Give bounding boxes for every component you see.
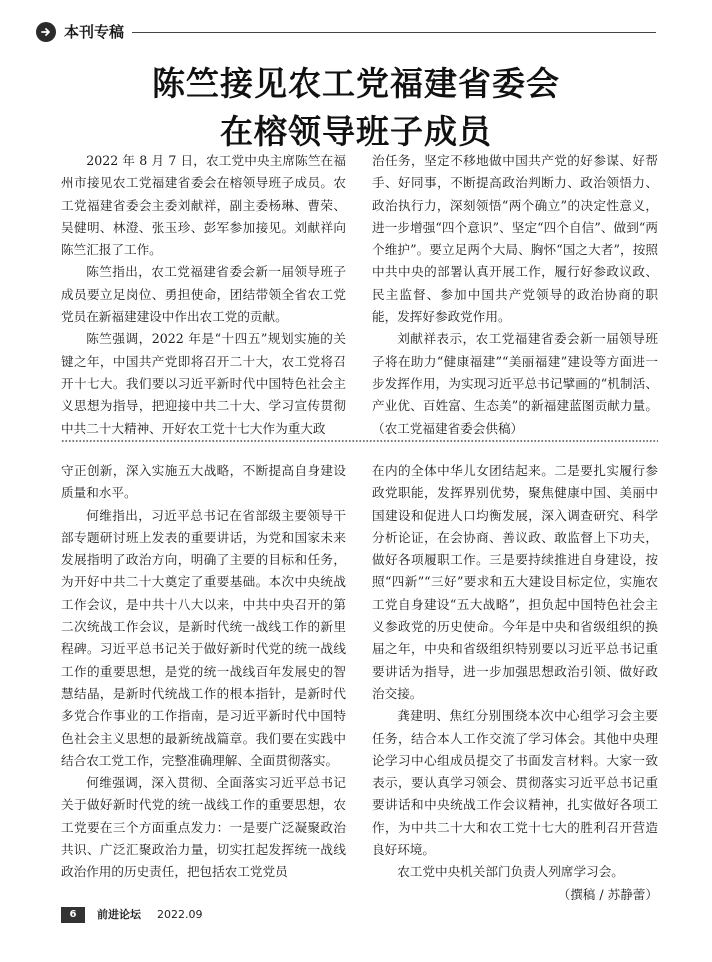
header-rule: [132, 32, 656, 33]
paragraph: 龚建明、焦红分别围绕本次中心组学习会主要任务，结合本人工作交流了学习体会。其他中央理论学习中心组成员提交了书面发言材料。大家一致表示，要认真学习领会、贯彻落实习近平总书记重要讲话和中央统战工作会议精神，扎实做好各项工作，为中共二十大和农工党十七大的胜利召开营造良好环境。: [372, 708, 658, 858]
paragraph: 何维指出，习近平总书记在省部级主要领导干部专题研讨班上发表的重要讲话，为党和国家未来发展指明了政治方向，明确了主要的目标和任务，为开好中共二十大奠定了重要基础。本次中央统战工作会议，是中共十八大以来，中共中央召开的第二次统战工作会议，是新时代统一战线工作的新里程碑。习近平总书记关于做好新时代党的统一战线工作的重要思想，是党的统一战线百年发展史的智慧结晶，是新时代统战工作的根本指针，是新时代多党合作事业的工作指南，是习近平新时代中国特色社会主义思想的最新统战篇章。我们要在实践中结合农工党工作，完整准确理解、全面贯彻落实。: [61, 507, 346, 768]
issue-date: 2022.09: [157, 908, 203, 921]
paragraph: 刘献祥表示，农工党福建省委会新一届领导班子将在助力“健康福建”“美丽福建”建设等方面进一步发挥作用，为实现习近平总书记擘画的“机制活、产业优、百姓富、生态美”的新福建蓝图贡献力量。（农工党福建省委会供稿）: [372, 331, 658, 436]
arrow-right-circle-icon: [36, 22, 56, 42]
article-title-line-2: 在榕领导班子成员: [220, 112, 492, 151]
article1-column-left: [61, 150, 346, 440]
paragraph-continued: 在内的全体中华儿女团结起来。二是要扎实履行参政党职能，发挥界别优势，聚焦健康中国、美丽中国建设和促进人口均衡发展，深入调查研究、科学分析论证，在会协商、善议政、敢监督上下功夫，做好各项履职工作。三是要持续推进自身建设，按照“四新”“三好”要求和五大建设目标定位，实施农工党自身建设“五大战略”，担负起中国特色社会主义参政党的历史使命。今年是中央和省级组织的换届之年，中央和省级组织特别要以习近平总书记重要讲话为指导，进一步加强思想政治引领、做好政治交接。: [372, 463, 658, 701]
paragraph: 陈竺强调，2022 年是“十四五”规划实施的关键之年，中国共产党即将召开二十大，农工党将召开十七大。我们要以习近平新时代中国特色社会主义思想为指导，把迎接中共二十大、学习宣传贯彻中共二十大精神、开好农工党十七大作为重大政: [61, 331, 346, 436]
section-label: 本刊专稿: [64, 23, 125, 41]
paragraph-continued: 治任务，坚定不移地做中国共产党的好参谋、好帮手、好同事，不断提高政治判断力、政治领悟力、政治执行力，深刻领悟“两个确立”的决定性意义，进一步增强“四个意识”、坚定“四个自信”、做到“两个维护”。要立足两个大局、胸怀“国之大者”，按照中共中央的部署认真开展工作，履行好参政议政、民主监督、参加中国共产党领导的政治协商的职能，发挥好参政党作用。: [372, 153, 658, 325]
journal-name: 前进论坛: [97, 908, 141, 921]
paragraph-continued: 守正创新，深入实施五大战略，不断提高自身建设质量和水平。: [61, 463, 346, 501]
article1-column-right: [372, 150, 658, 440]
page-footer: [61, 907, 658, 923]
page-number: 6: [61, 907, 85, 923]
article-title-line-1: 陈竺接见农工党福建省委会: [152, 64, 560, 103]
byline: （撰稿 / 苏静蕾）: [557, 886, 658, 902]
article2-column-left: [61, 460, 346, 884]
article2-column-right: [372, 460, 658, 906]
section-divider: [61, 439, 658, 443]
paragraph: 何维强调，深入贯彻、全面落实习近平总书记关于做好新时代党的统一战线工作的重要思想，农工党要在三个方面重点发力：一是要广泛凝聚政治共识、广泛汇聚政治力量，切实扛起发挥统一战线政治作用的历史责任，把包括农工党党员: [61, 775, 346, 880]
paragraph: 农工党中央机关部门负责人列席学习会。: [397, 864, 624, 880]
paragraph: 2022 年 8 月 7 日，农工党中央主席陈竺在福州市接见农工党福建省委会在榕领导班子成员。农工党福建省委会主委刘献祥，副主委杨琳、曹荣、吴健明、林澄、张玉珍、彭军参加接见。刘献祥向陈竺汇报了工作。: [61, 153, 346, 258]
section-header: [36, 20, 656, 44]
paragraph: 陈竺指出，农工党福建省委会新一届领导班子成员要立足岗位、勇担使命，团结带领全省农工党党员在新福建建设中作出农工党的贡献。: [61, 264, 346, 325]
